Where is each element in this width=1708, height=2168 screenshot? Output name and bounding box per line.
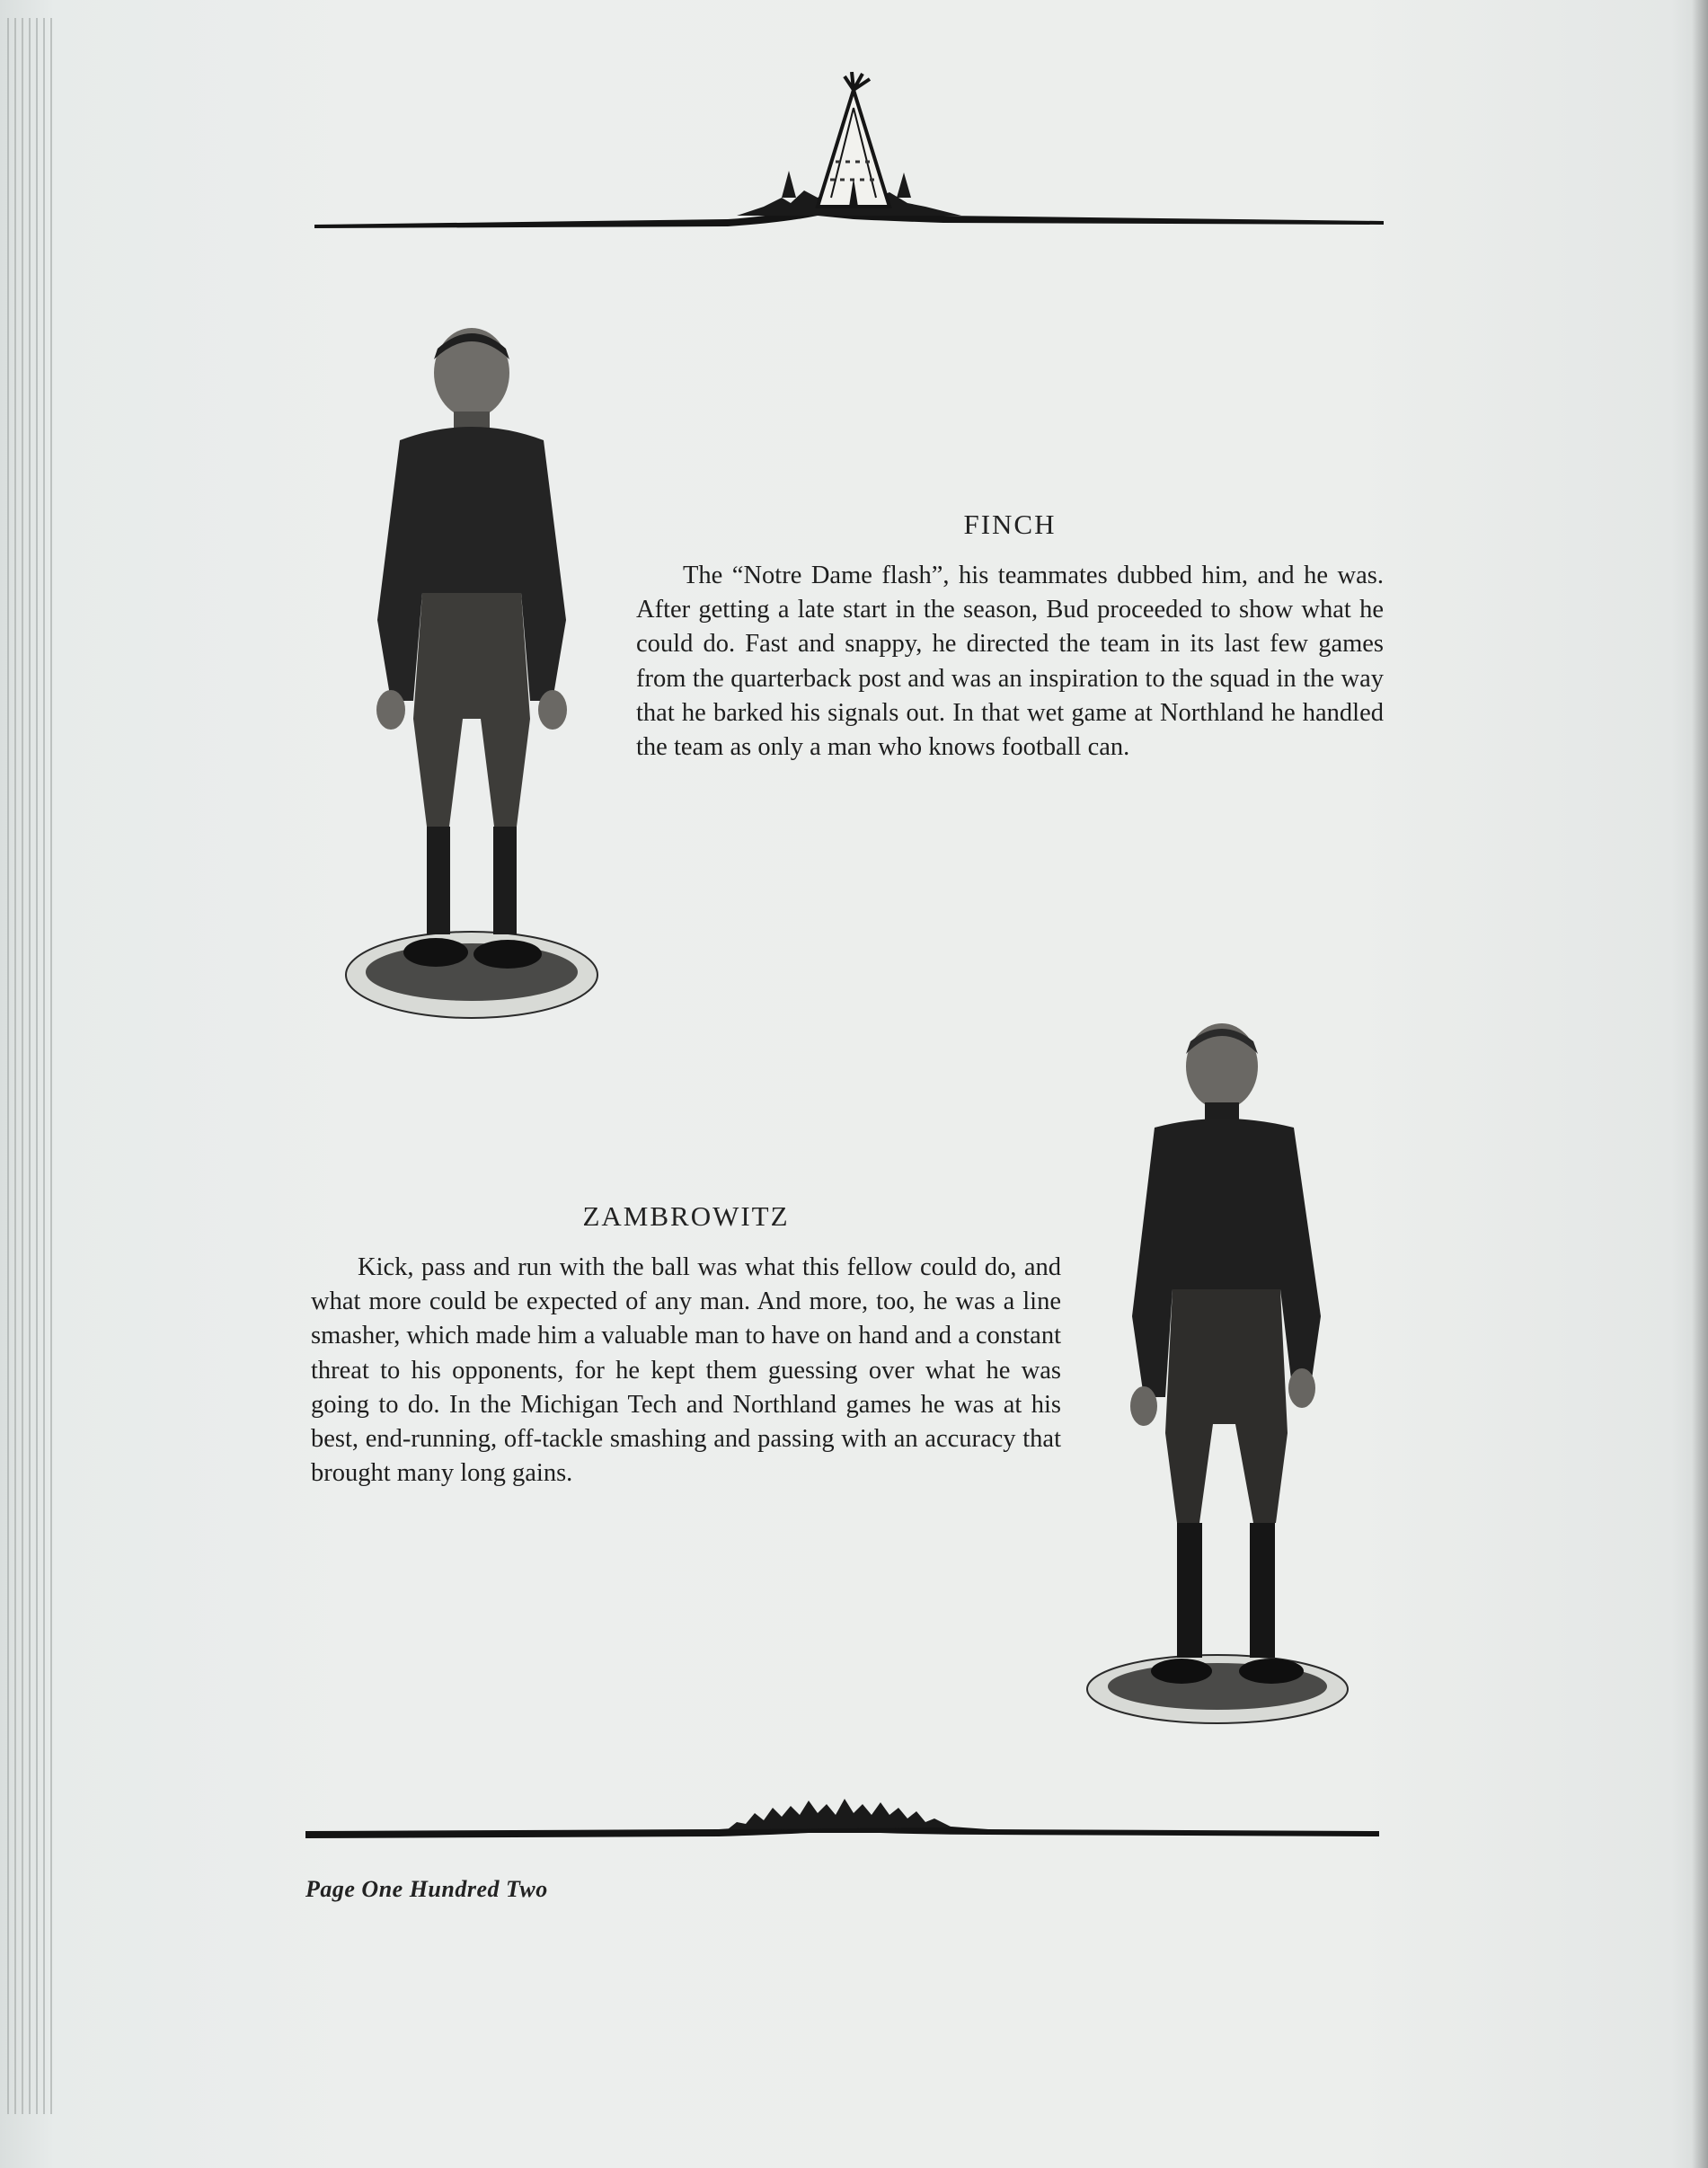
page-number: Page One Hundred Two (305, 1876, 548, 1902)
zambrowitz-heading: ZAMBROWITZ (582, 1200, 790, 1232)
page-edge-stack (0, 0, 63, 2168)
finch-photo (337, 323, 606, 1033)
finch-heading: FINCH (963, 509, 1057, 540)
finch-paragraph: The “Notre Dame flash”, his teammates dubbed him, and he was. After getting a late start in the season, Bud proceeded to show what he could do. Fast and snappy, he directed the team in its last few games from the quarterback post and was an inspiration to the squad in the way that he barked his signals out. In that wet game at Northland he handled the team as only a man who knows football can. (636, 562, 1384, 762)
zambrowitz-paragraph: Kick, pass and run with the ball was what this fellow could do, and what more could be expected of any man. And more, too, he was a line smasher, which made him a valuable man to have on hand and a constant threat to his opponents, for he kept them guessing over what he was going to do. In the Michigan Tech and Northland games he was at his best, end-running, off-tackle smashing and passing with an accuracy that brought many long gains. (311, 1253, 1061, 1488)
treeline-ornament (305, 1788, 1379, 1851)
tipi-ornament (314, 72, 1384, 234)
page-edge-shadow (1692, 0, 1708, 2168)
zambrowitz-photo (1083, 1020, 1361, 1730)
